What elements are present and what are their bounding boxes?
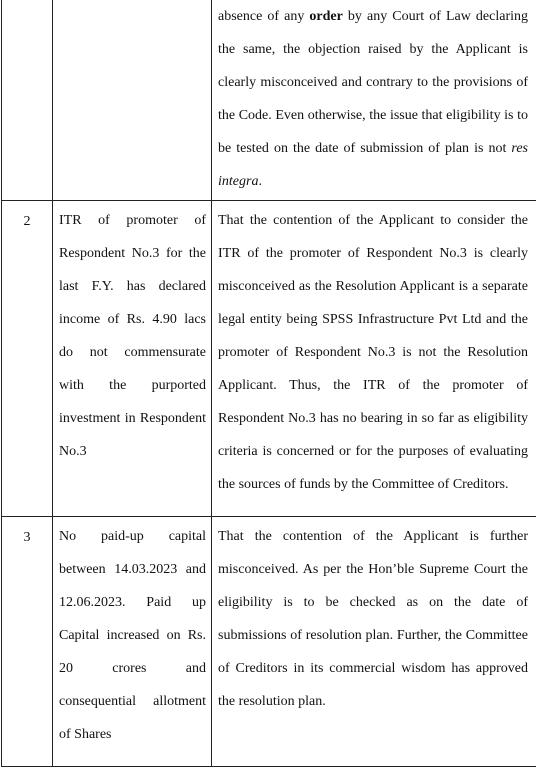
serial-number: 2 [2,201,52,238]
table-row [2,0,536,201]
objections-table [1,0,536,767]
reply-text: absence of any order by any Court of Law declaring the same, the objection raised by the Applicant is clearly misconceived and contrary to the provisions of the Code. Even otherwise, the issue that eligibility is to be tested on the date of submission of plan is not res integra. [212,0,536,198]
table-row [2,201,536,517]
objection-cell [53,517,212,767]
objection-cell [53,0,212,201]
objection-cell [53,201,212,517]
serial-cell [2,517,53,767]
serial-number: 3 [2,517,52,554]
reply-text: That the contention of the Applicant is further misconceived. As per the Hon’ble Supreme Court the eligibility is to be checked as on the date of submissions of resolution plan. Further, the Committee of Creditors in its commercial wisdom has approved the resolution plan. [212,517,536,718]
reply-cell [212,517,536,767]
reply-cell [212,201,536,517]
objection-text: ITR of promoter of Respondent No.3 for the last F.Y. has declared income of Rs. 4.90 lacs do not commensurate with the purported investment in Respondent No.3 [53,201,211,468]
objection-text: No paid-up capital between 14.03.2023 and 12.06.2023. Paid up Capital increased on Rs. 20 crores and consequential allotment of Shares [53,517,211,751]
emphasis-order: order [309,9,342,24]
table-row [2,517,536,767]
serial-cell [2,201,53,517]
serial-cell [2,0,53,201]
reply-cell [212,0,536,201]
serial-number [2,0,52,1]
latin-term: res integra [218,141,528,189]
reply-text: That the contention of the Applicant to consider the ITR of the promoter of Respondent No.3 is clearly misconceived as the Resolution Applicant is a separate legal entity being SPSS Infrastructure Pvt Ltd and the promoter of Respondent No.3 is not the Resolution Applicant. Thus, the ITR of the promoter of Respondent No.3 has no bearing in so far as eligibility criteria is concerned or for the purposes of evaluating the sources of funds by the Committee of Creditors. [212,201,536,501]
